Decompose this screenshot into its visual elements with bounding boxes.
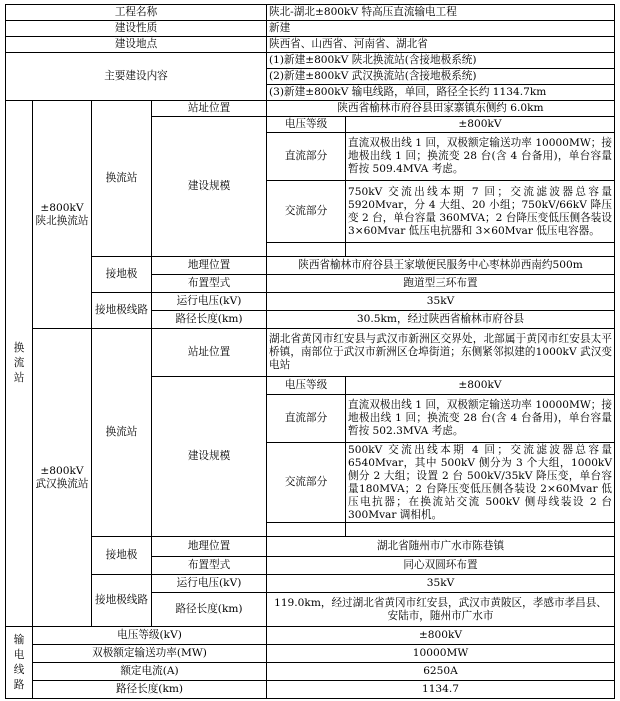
row-a-geo <box>6 257 615 275</box>
nature-value: 新建 <box>267 21 615 37</box>
station-a-ac-label: 交流部分 <box>267 181 346 243</box>
station-b-path-label: 路径长度(km) <box>152 593 267 627</box>
station-a-dc-label: 直流部分 <box>267 133 346 181</box>
station-a-label: ±800kV 陕北换流站 <box>33 101 92 329</box>
station-a-ac-value: 750kV 交流出线本期 7 回；交流滤波器总容量5920Mvar，分 4 大组、20 小组；750kV/66kV 降压变 2 台，单台容量 360MVA；2 台降压变低压侧各装设3×60Mvar 低压电抗器和 3×60Mvar 低压电容器。 <box>346 181 615 243</box>
station-a-geo-value: 陕西省榆林市府谷县王家墩便民服务中心枣林峁西南约500m <box>267 257 615 275</box>
station-b-site-value: 湖北省黄冈市红安县与武汉市新洲区交界处，北部属于黄冈市红安县太平桥镇，南部位于武汉市新洲区仓埠街道；东侧紧邻拟建的1000kV 武汉变电站 <box>267 329 615 377</box>
station-b-ac-value: 500kV 交流出线本期 4 回；交流滤波器总容量6540Mvar，其中 500kV 侧分为 3 个大组，1000kV 侧分 2 大组；设置 2 台 500kV/35kV 降压变，单台容量180MVA；2 台降压变低压侧各装设 2×60Mvar 低压电抗器；在换流站交流 500kV 侧母线装设 2 台300Mvar 调相机。 <box>346 443 615 523</box>
line-power-label: 双极额定输送功率(MW) <box>33 645 267 663</box>
location-label: 建设地点 <box>6 37 267 53</box>
station-b-dc-label: 直流部分 <box>267 395 346 443</box>
station-b-geo-value: 湖北省随州市广水市陈巷镇 <box>267 537 615 557</box>
station-b-geo-label: 地理位置 <box>152 537 267 557</box>
location-value: 陕西省、山西省、河南省、湖北省 <box>267 37 615 53</box>
station-b-scale-label: 建设规模 <box>152 377 267 537</box>
station-a-layout-value: 跑道型三环布置 <box>267 275 615 293</box>
project-name-value: 陕北-湖北±800kV 特高压直流输电工程 <box>267 5 615 21</box>
row-location <box>6 37 615 53</box>
line-current-label: 额定电流(A) <box>33 663 267 681</box>
line-current-value: 6250A <box>267 663 615 681</box>
station-a-path-value: 30.5km，经过陕西省榆林市府谷县 <box>267 311 615 329</box>
line-voltage-value: ±800kV <box>267 627 615 645</box>
row-line-current <box>6 663 615 681</box>
station-a-voltage-value: ±800kV <box>346 117 615 133</box>
station-a-dc-value: 直流双极出线 1 回，双极额定输送功率 10000MW；接地极出线 1 回；换流变 28 台(含 4 台备用)，单台容量暂按 509.4MVA 考虑。 <box>346 133 615 181</box>
row-content-1 <box>6 53 615 69</box>
row-b-site <box>6 329 615 377</box>
station-a-layout-label: 布置型式 <box>152 275 267 293</box>
station-b-opvoltage-value: 35kV <box>267 575 615 593</box>
line-section-label: 输电线路 <box>6 627 33 699</box>
station-a-ac-value-spacer <box>346 243 615 257</box>
station-a-ac-label-spacer <box>267 243 346 257</box>
line-length-label: 路径长度(km) <box>33 681 267 699</box>
row-project-name <box>6 5 615 21</box>
station-b-path-value: 119.0km，经过湖北省黄冈市红安县，武汉市黄陂区，孝感市孝昌县、安陆市，随州市广水市 <box>267 593 615 627</box>
row-b-geo <box>6 537 615 557</box>
station-a-site-label: 站址位置 <box>152 101 267 117</box>
project-info-table <box>5 4 615 699</box>
station-b-layout-label: 布置型式 <box>152 557 267 575</box>
content-item: (2)新建±800kV 武汉换流站(含接地极系统) <box>267 69 615 85</box>
station-a-line-label: 接地极线路 <box>92 293 152 329</box>
station-b-ac-value-spacer <box>346 523 615 537</box>
content-label: 主要建设内容 <box>6 53 267 101</box>
station-b-ground-label: 接地极 <box>92 537 152 575</box>
station-b-site-label: 站址位置 <box>152 329 267 377</box>
station-b-layout-value: 同心双圆环布置 <box>267 557 615 575</box>
station-b-ac-label: 交流部分 <box>267 443 346 523</box>
station-b-voltage-value: ±800kV <box>346 377 615 395</box>
station-b-opvoltage-label: 运行电压(kV) <box>152 575 267 593</box>
line-length-value: 1134.7 <box>267 681 615 699</box>
station-b-dc-value: 直流双极出线 1 回，双极额定输送功率 10000MW；接地极出线 1 回；换流变 28 台(含 4 台备用)，单台容量暂按 502.3MVA 考虑。 <box>346 395 615 443</box>
row-line-voltage <box>6 627 615 645</box>
station-a-geo-label: 地理位置 <box>152 257 267 275</box>
line-voltage-label: 电压等级(kV) <box>33 627 267 645</box>
station-b-line-label: 接地极线路 <box>92 575 152 627</box>
row-line-length <box>6 681 615 699</box>
row-b-opvoltage <box>6 575 615 593</box>
station-a-voltage-label: 电压等级 <box>267 117 346 133</box>
row-a-site <box>6 101 615 117</box>
station-a-site-value: 陕西省榆林市府谷县田家寨镇东侧约 6.0km <box>267 101 615 117</box>
content-item: (3)新建±800kV 输电线路，单回，路径全长约 1134.7km <box>267 85 615 101</box>
station-a-opvoltage-label: 运行电压(kV) <box>152 293 267 311</box>
line-power-value: 10000MW <box>267 645 615 663</box>
station-b-voltage-label: 电压等级 <box>267 377 346 395</box>
station-a-scale-label: 建设规模 <box>152 117 267 257</box>
station-a-converter-label: 换流站 <box>92 101 152 257</box>
station-a-opvoltage-value: 35kV <box>267 293 615 311</box>
station-a-path-label: 路径长度(km) <box>152 311 267 329</box>
row-line-power <box>6 645 615 663</box>
station-a-ground-label: 接地极 <box>92 257 152 293</box>
station-b-label: ±800kV 武汉换流站 <box>33 329 92 627</box>
station-b-ac-label-spacer <box>267 523 346 537</box>
content-item: (1)新建±800kV 陕北换流站(含接地极系统) <box>267 53 615 69</box>
row-a-opvoltage <box>6 293 615 311</box>
converter-section-label: 换流站 <box>6 101 33 627</box>
row-nature <box>6 21 615 37</box>
project-name-label: 工程名称 <box>6 5 267 21</box>
nature-label: 建设性质 <box>6 21 267 37</box>
station-b-converter-label: 换流站 <box>92 329 152 537</box>
